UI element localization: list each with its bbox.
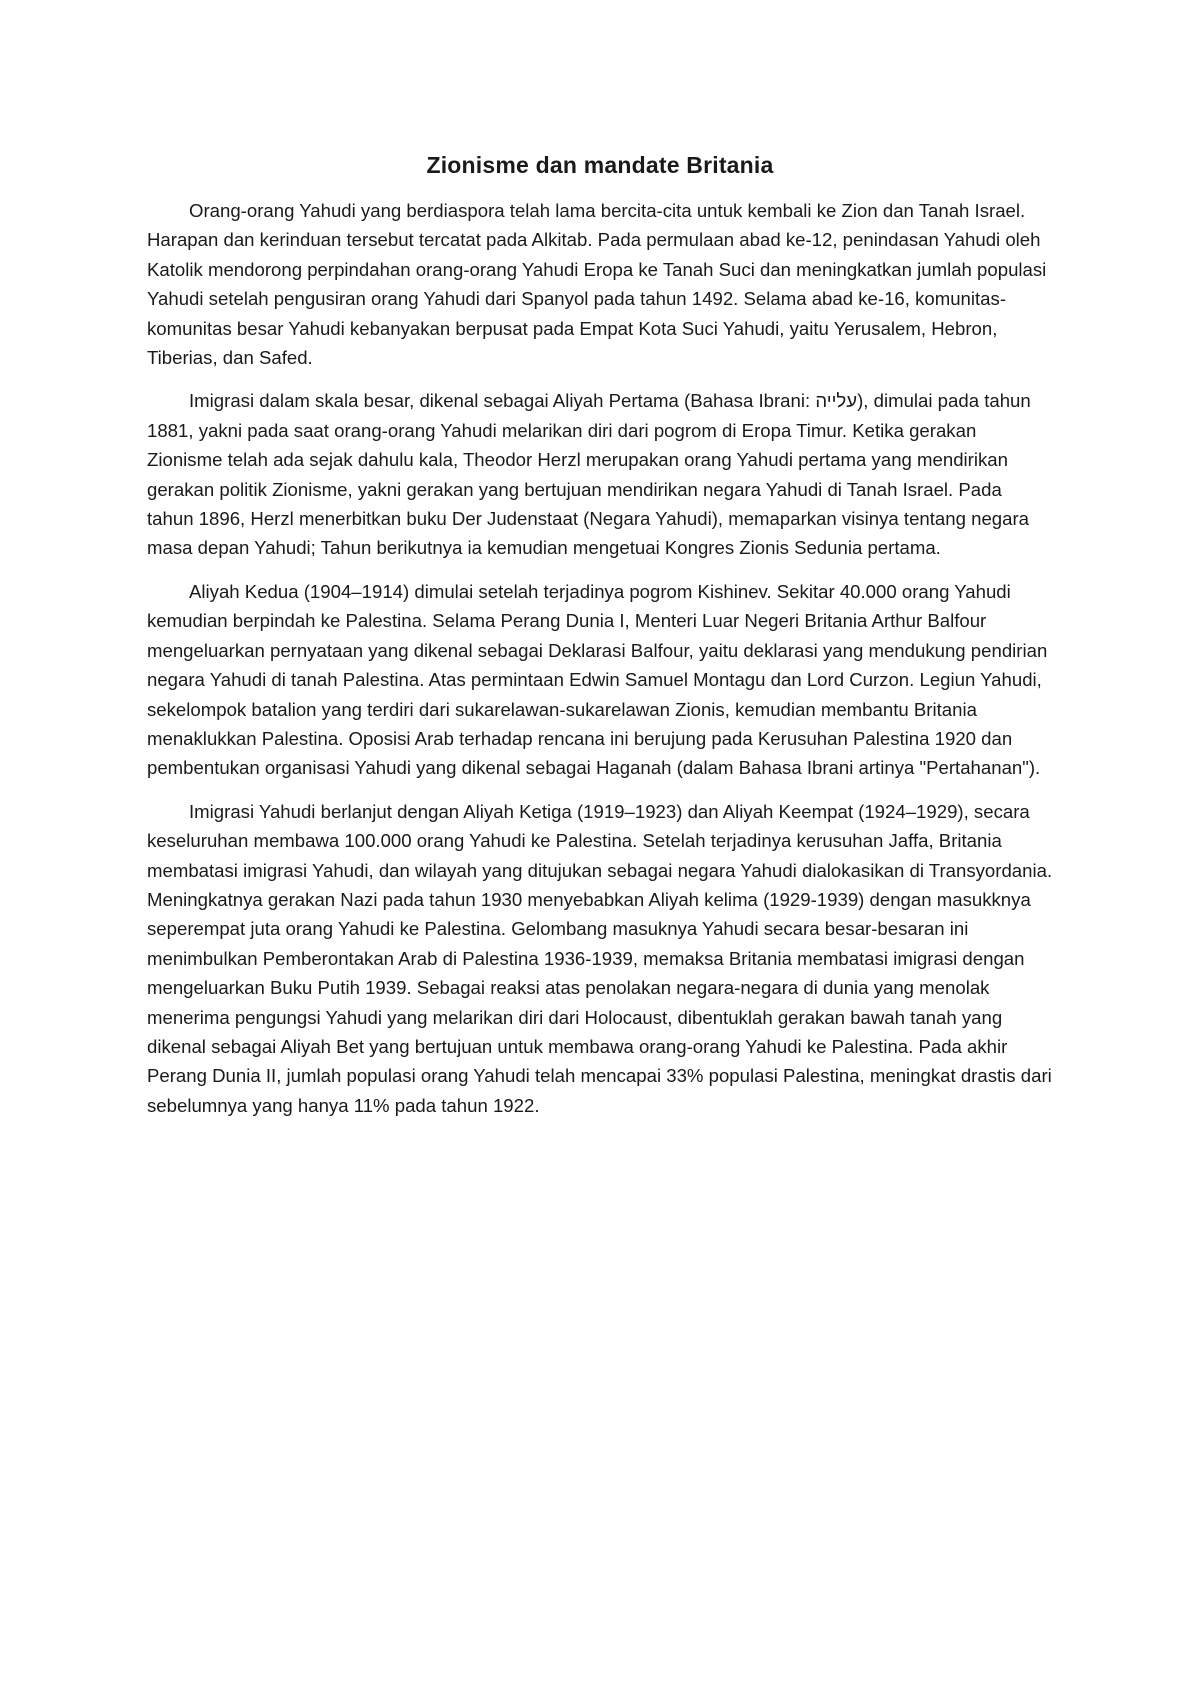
paragraph-1: Orang-orang Yahudi yang berdiaspora telah lama bercita-cita untuk kembali ke Zion dan Tanah Israel. Harapan dan kerinduan tersebut tercatat pada Alkitab. Pada permulaan abad ke-12, penindasan Yahudi oleh Katolik mendorong perpindahan orang-orang Yahudi Eropa ke Tanah Suci dan meningkatkan jumlah populasi Yahudi setelah pengusiran orang Yahudi dari Spanyol pada tahun 1492. Selama abad ke-16, komunitas-komunitas besar Yahudi kebanyakan berpusat pada Empat Kota Suci Yahudi, yaitu Yerusalem, Hebron, Tiberias, dan Safed. [147, 200, 1047, 369]
document-body [147, 150, 1053, 1134]
document-title: Zionisme dan mandate Britania [426, 152, 774, 178]
paragraph-2: Imigrasi dalam skala besar, dikenal sebagai Aliyah Pertama (Bahasa Ibrani: עלייה), dimulai pada tahun 1881, yakni pada saat orang-orang Yahudi melarikan diri dari pogrom di Eropa Timur. Ketika gerakan Zionisme telah ada sejak dahulu kala, Theodor Herzl merupakan orang Yahudi pertama yang mendirikan gerakan politik Zionisme, yakni gerakan yang bertujuan mendirikan negara Yahudi di Tanah Israel. Pada tahun 1896, Herzl menerbitkan buku Der Judenstaat (Negara Yahudi), memaparkan visinya tentang negara masa depan Yahudi; Tahun berikutnya ia kemudian mengetuai Kongres Zionis Sedunia pertama. [147, 390, 1031, 559]
paragraph-3: Aliyah Kedua (1904–1914) dimulai setelah terjadinya pogrom Kishinev. Sekitar 40.000 orang Yahudi kemudian berpindah ke Palestina. Selama Perang Dunia I, Menteri Luar Negeri Britania Arthur Balfour mengeluarkan pernyataan yang dikenal sebagai Deklarasi Balfour, yaitu deklarasi yang mendukung pendirian negara Yahudi di tanah Palestina. Atas permintaan Edwin Samuel Montagu dan Lord Curzon. Legiun Yahudi, sekelompok batalion yang terdiri dari sukarelawan-sukarelawan Zionis, kemudian membantu Britania menaklukkan Palestina. Oposisi Arab terhadap rencana ini berujung pada Kerusuhan Palestina 1920 dan pembentukan organisasi Yahudi yang dikenal sebagai Haganah (dalam Bahasa Ibrani artinya "Pertahanan"). [147, 580, 1048, 779]
paragraph-4: Imigrasi Yahudi berlanjut dengan Aliyah Ketiga (1919–1923) dan Aliyah Keempat (1924–1929), secara keseluruhan membawa 100.000 orang Yahudi ke Palestina. Setelah terjadinya kerusuhan Jaffa, Britania membatasi imigrasi Yahudi, dan wilayah yang ditujukan sebagai negara Yahudi dialokasikan di Transyordania. Meningkatnya gerakan Nazi pada tahun 1930 menyebabkan Aliyah kelima (1929-1939) dengan masukknya seperempat juta orang Yahudi ke Palestina. Gelombang masuknya Yahudi secara besar-besaran ini menimbulkan Pemberontakan Arab di Palestina 1936-1939, memaksa Britania membatasi imigrasi dengan mengeluarkan Buku Putih 1939. Sebagai reaksi atas penolakan negara-negara di dunia yang menolak menerima pengungsi Yahudi yang melarikan diri dari Holocaust, dibentuklah gerakan bawah tanah yang dikenal sebagai Aliyah Bet yang bertujuan untuk membawa orang-orang Yahudi ke Palestina. Pada akhir Perang Dunia II, jumlah populasi orang Yahudi telah mencapai 33% populasi Palestina, meningkat drastis dari sebelumnya yang hanya 11% pada tahun 1922. [147, 800, 1053, 1116]
